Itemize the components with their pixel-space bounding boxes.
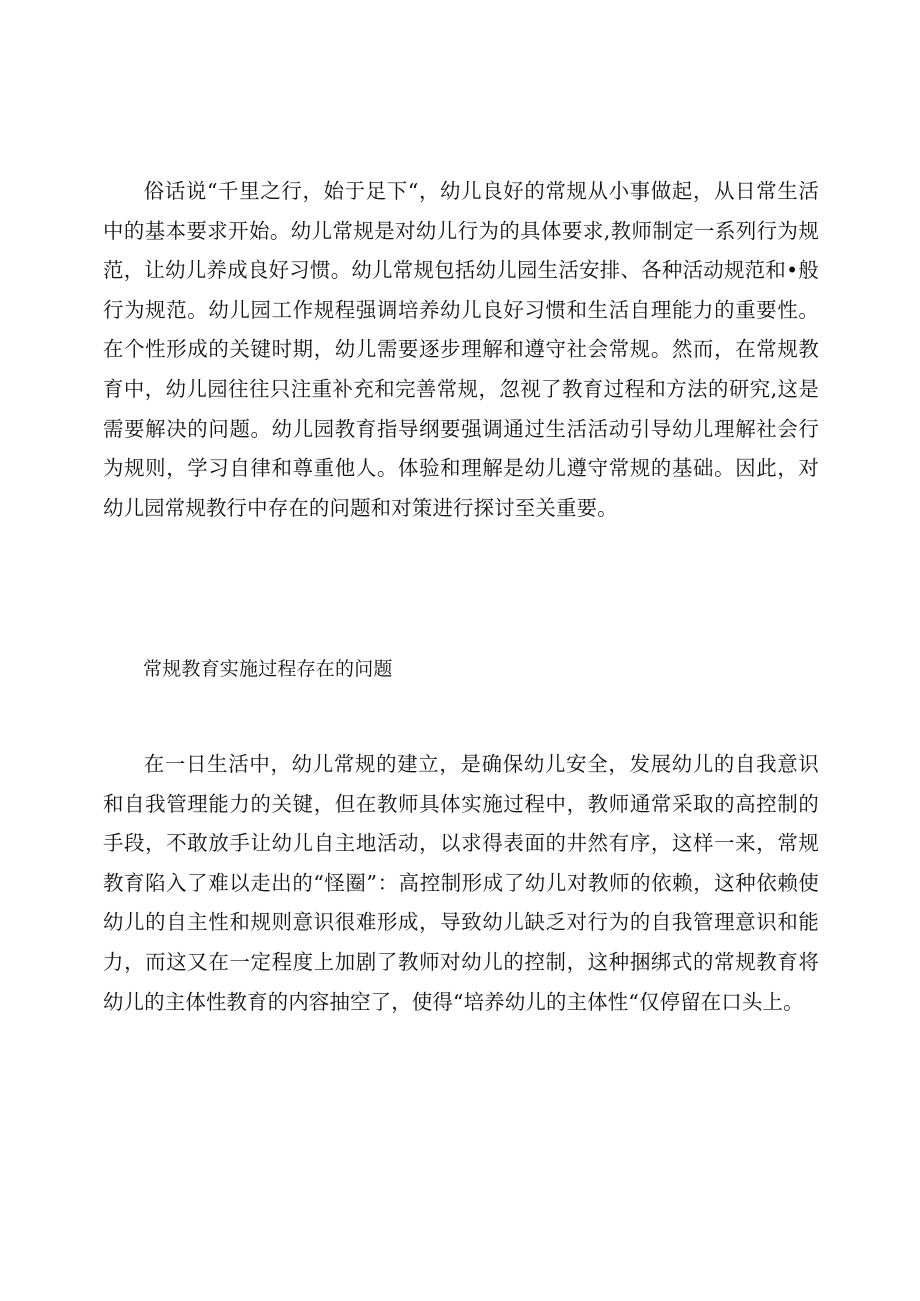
section-heading: 常规教育实施过程存在的问题: [143, 658, 393, 680]
body-paragraph: 在一日生活中，幼儿常规的建立，是确保幼儿安全，发展幼儿的自我意识和自我管理能力的关键，但在教师具体实施过程中，教师通常采取的高控制的手段，不敢放手让幼儿自主地活动，以求得表面的井然有序，这样一来，常规教育陷入了难以走出的“怪圈”：高控制形成了幼儿对教师的依赖，这种依赖使幼儿的自主性和规则意识很难形成，导致幼儿缺乏对行为的自我管理意识和能力，而这又在一定程度上加剧了教师对幼儿的控制，这种捆绑式的常规教育将幼儿的主体性教育的内容抽空了，使得“培养幼儿的主体性“仅停留在口头上。: [103, 752, 819, 1014]
intro-paragraph: 俗话说“千里之行，始于足下“，幼儿良好的常规从小事做起，从日常生活中的基本要求开始。幼儿常规是对幼儿行为的具体要求,教师制定一系列行为规范，让幼儿养成良好习惯。幼儿常规包括幼儿园生活安排、各种活动规范和•般行为规范。幼儿园工作规程强调培养幼儿良好习惯和生活自理能力的重要性。在个性形成的关键时期，幼儿需要逐步理解和遵守社会常规。然而，在常规教育中，幼儿园往往只注重补充和完善常规，忽视了教育过程和方法的研究,这是需要解决的问题。幼儿园教育指导纲要强调通过生活活动引导幼儿理解社会行为规则，学习自律和尊重他人。体验和理解是幼儿遵守常规的基础。因此，对幼儿园常规教行中存在的问题和对策进行探讨至关重要。: [103, 179, 819, 520]
